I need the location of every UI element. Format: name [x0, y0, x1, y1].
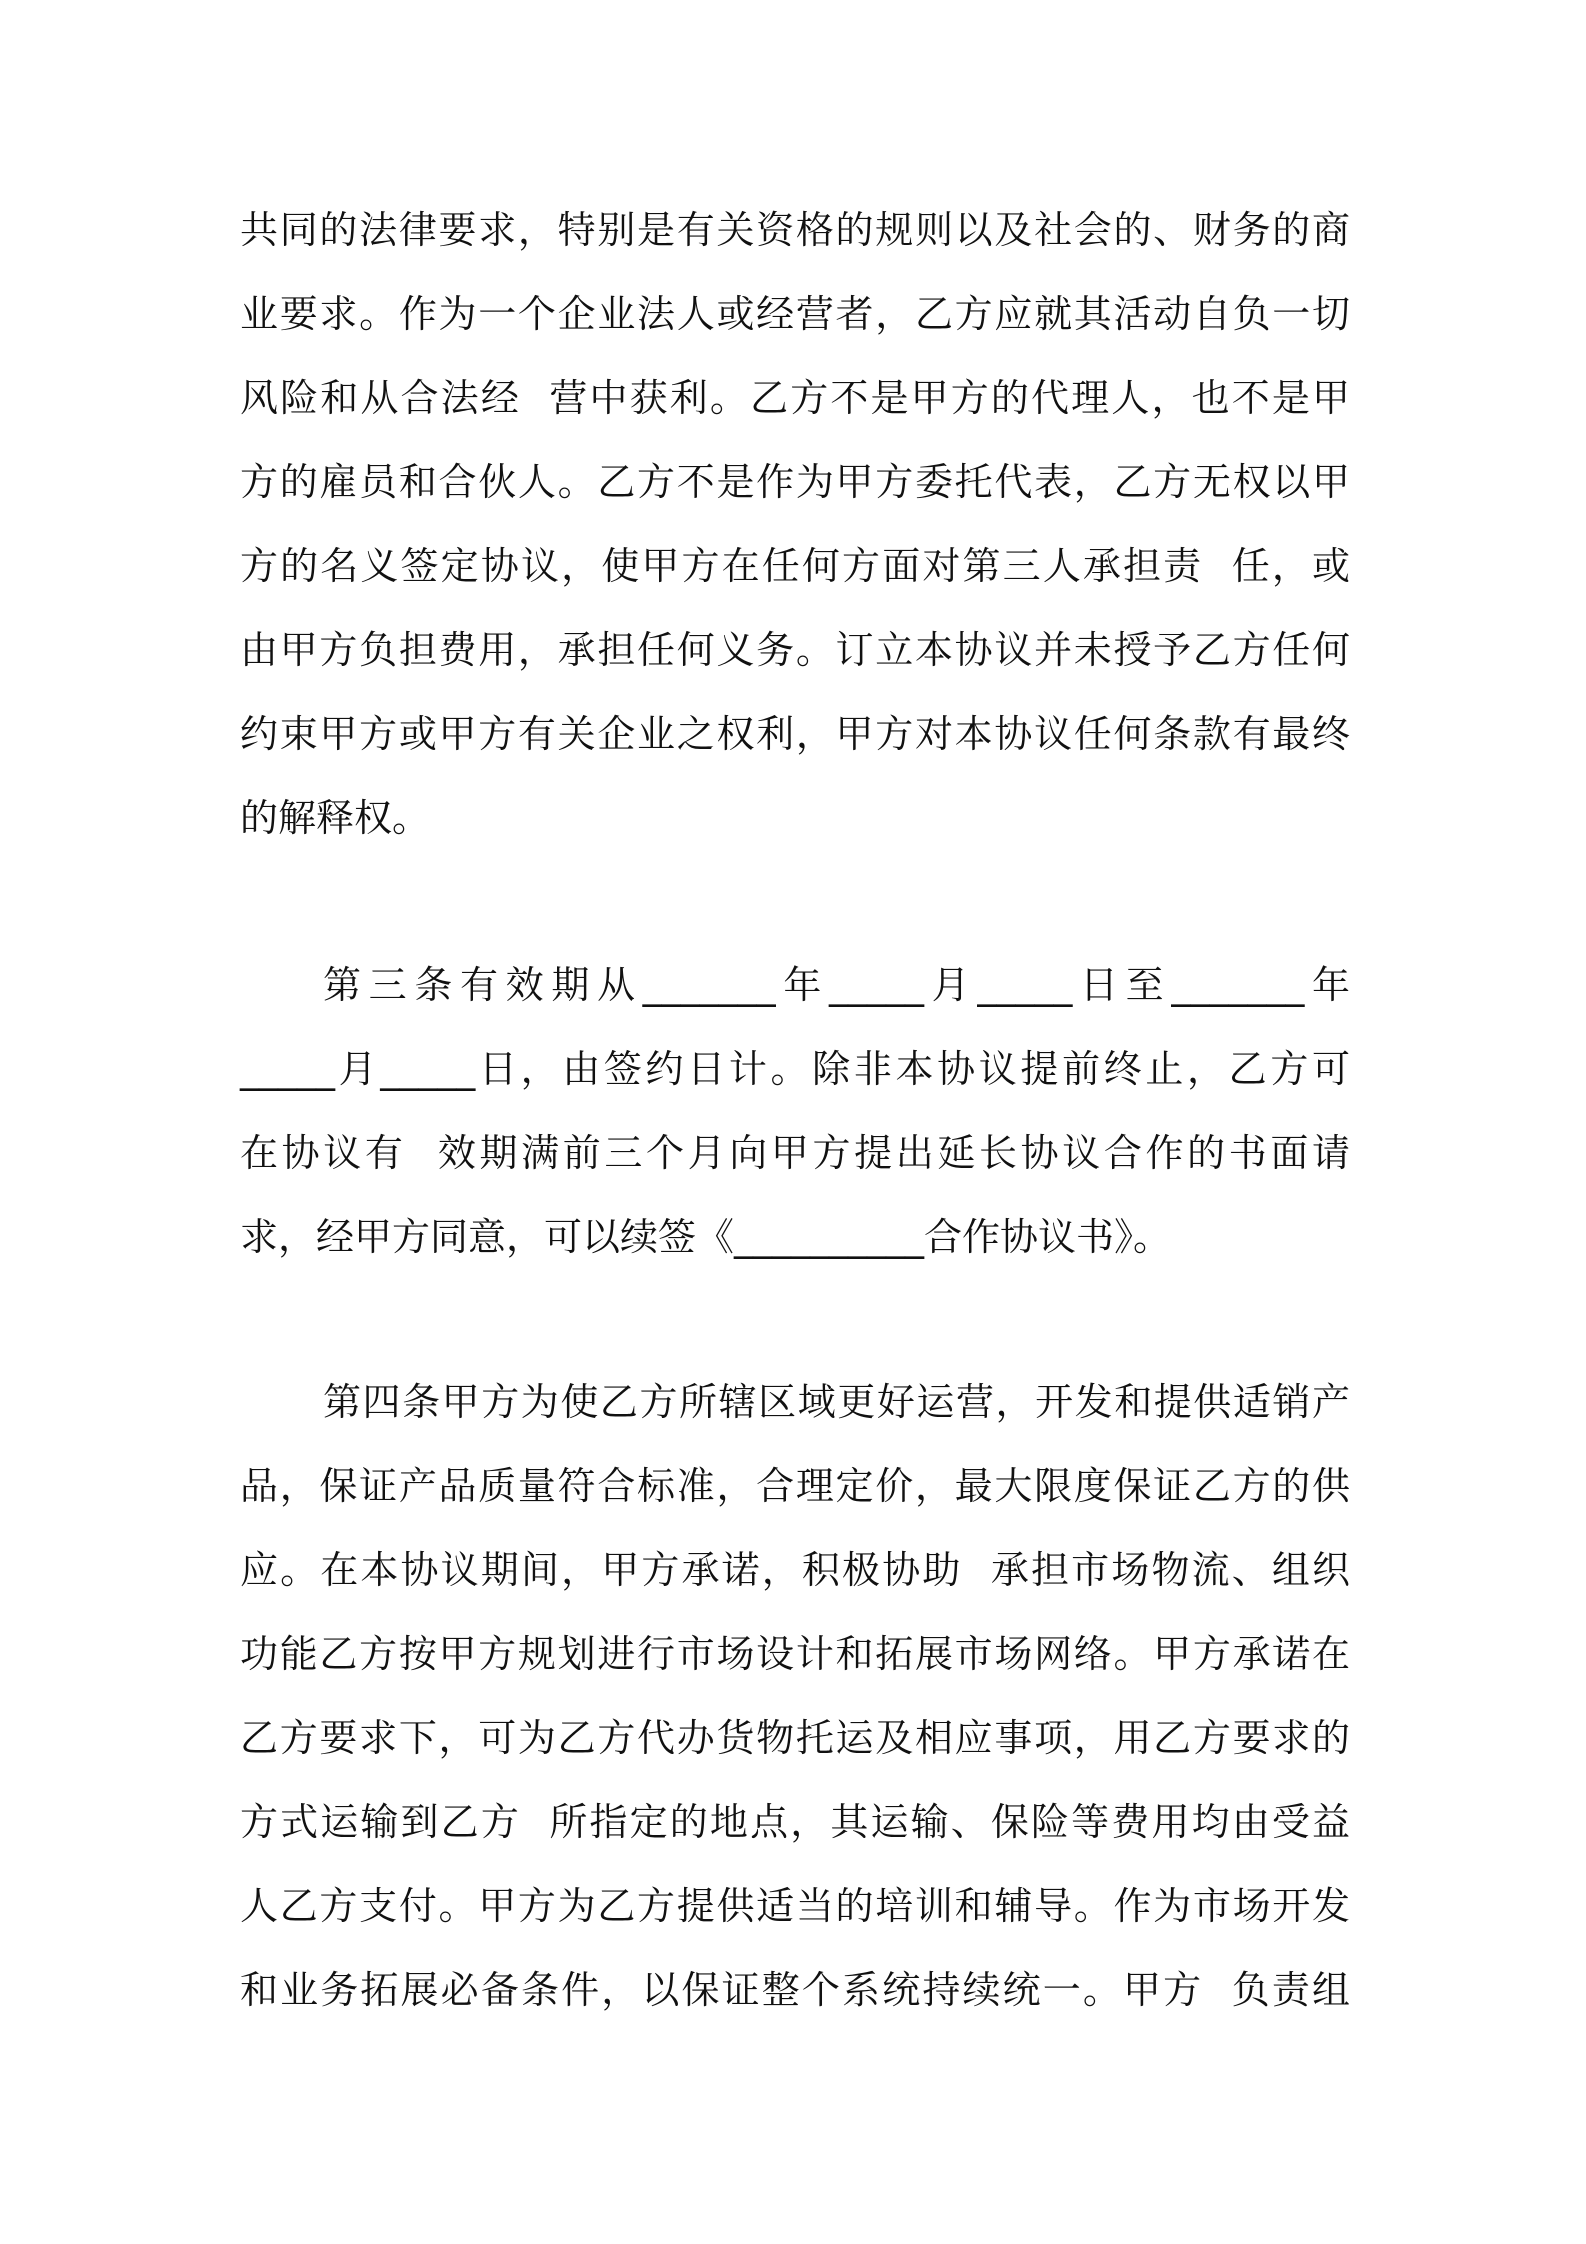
paragraph-1-line-6: 由甲方负担费用，承担任何义务。订立本协议并未授予乙方任何	[240, 628, 1350, 672]
paragraph-1-line-2: 业要求。作为一个企业法人或经营者，乙方应就其活动自负一切	[240, 292, 1350, 336]
paragraph-1-line-7: 约束甲方或甲方有关企业之权利，甲方对本协议任何条款有最终	[240, 712, 1350, 756]
paragraph-1-line-1: 共同的法律要求，特别是有关资格的规则以及社会的、财务的商	[240, 208, 1350, 252]
paragraph-2-line-1: 第三条有效期从_______年_____月_____日至_______年	[323, 963, 1350, 1007]
paragraph-1-line-5: 方的名义签定协议，使甲方在任何方面对第三人承担责 任，或	[240, 544, 1350, 588]
paragraph-2-line-4: 求，经甲方同意，可以续签《__________合作协议书》。	[240, 1215, 1172, 1259]
paragraph-2-line-3: 在协议有 效期满前三个月向甲方提出延长协议合作的书面请	[240, 1131, 1350, 1175]
paragraph-3-line-2: 品，保证产品质量符合标准，合理定价，最大限度保证乙方的供	[240, 1464, 1350, 1508]
paragraph-2-line-2: _____月_____日，由签约日计。除非本协议提前终止，乙方可	[240, 1047, 1350, 1091]
paragraph-1-line-4: 方的雇员和合伙人。乙方不是作为甲方委托代表，乙方无权以甲	[240, 460, 1350, 504]
paragraph-3-line-3: 应。在本协议期间，甲方承诺，积极协助 承担市场物流、组织	[240, 1548, 1350, 1592]
paragraph-3-line-1: 第四条甲方为使乙方所辖区域更好运营，开发和提供适销产	[323, 1380, 1350, 1424]
paragraph-3-line-6: 方式运输到乙方 所指定的地点，其运输、保险等费用均由受益	[240, 1800, 1350, 1844]
paragraph-1-line-3: 风险和从合法经 营中获利。乙方不是甲方的代理人，也不是甲	[240, 376, 1350, 420]
paragraph-1-line-8: 的解释权。	[240, 796, 431, 840]
paragraph-3-line-8: 和业务拓展必备条件，以保证整个系统持续统一。甲方 负责组	[240, 1968, 1350, 2012]
paragraph-3-line-4: 功能乙方按甲方规划进行市场设计和拓展市场网络。甲方承诺在	[240, 1632, 1350, 1676]
paragraph-3-line-7: 人乙方支付。甲方为乙方提供适当的培训和辅导。作为市场开发	[240, 1884, 1350, 1928]
paragraph-3-line-5: 乙方要求下，可为乙方代办货物托运及相应事项，用乙方要求的	[240, 1716, 1350, 1760]
